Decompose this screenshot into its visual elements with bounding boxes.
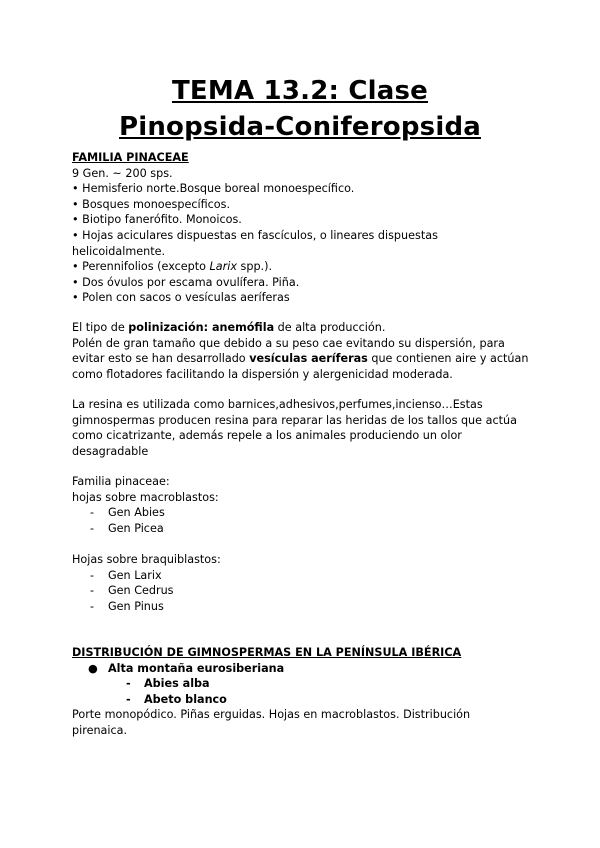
section-heading: DISTRIBUCIÓN DE GIMNOSPERMAS EN LA PENÍNSULA IBÉRICA: [72, 646, 462, 659]
dash-marker: -: [90, 599, 95, 613]
region-name: Alta montaña eurosiberiana: [108, 661, 285, 675]
genus-name: Gen Cedrus: [108, 584, 174, 598]
pollen-line: [72, 351, 532, 367]
genus-name: Gen Abies: [108, 506, 165, 520]
species-name: Abies alba: [144, 677, 210, 691]
bullet-item: • Bosques monoespecíficos.: [72, 197, 231, 211]
pollen-line: Polén de gran tamaño que debido a su peso cae evitando su dispersión, para: [72, 336, 505, 350]
section-familia-pinaceae: [72, 150, 532, 306]
text-run: que contienen aire y actúan: [367, 352, 529, 366]
bullet-dot: ●: [88, 661, 98, 675]
description-line: pirenaica.: [72, 723, 128, 737]
genus-name: Gen Picea: [108, 521, 164, 535]
species-item: [72, 692, 532, 708]
list-item: [72, 521, 532, 537]
resin-line: gimnospermas producen resina para reparar las heridas de los tallos que actúa: [72, 413, 517, 427]
list-item: [72, 599, 532, 615]
family-label: Familia pinaceae:: [72, 475, 170, 488]
family-list: [72, 474, 532, 614]
genus-name: Gen Larix: [108, 568, 162, 582]
text-run: de alta producción.: [274, 321, 386, 334]
bullet-text-end: spp.).: [236, 260, 273, 274]
page-title-line-1: TEMA 13.2: Clase: [172, 76, 428, 106]
section-distribucion: [72, 645, 532, 739]
resin-line: La resina es utilizada como barnices,adhesivos,perfumes,incienso…Estas: [72, 398, 483, 411]
section-heading: FAMILIA PINACEAE: [72, 151, 189, 164]
genus-name: Gen Pinus: [108, 599, 164, 613]
bullet-item: [72, 661, 532, 677]
bullet-text: • Perennifolios (excepto: [72, 260, 210, 274]
list-item: [72, 583, 532, 599]
list-item: [72, 505, 532, 521]
bold-term: vesículas aeríferas: [249, 352, 368, 366]
list-item: [72, 568, 532, 584]
resin-paragraph: [72, 397, 532, 459]
pollination-line: [72, 320, 532, 336]
dash-marker: -: [90, 568, 95, 582]
dash-marker: -: [90, 584, 95, 598]
page-title-line-2: Pinopsida-Coniferopsida: [118, 112, 482, 142]
bullet-item: • Hemisferio norte.Bosque boreal monoespecífico.: [72, 182, 355, 196]
pollen-line: como flotadores facilitando la dispersión y alergenicidad moderada.: [72, 367, 453, 381]
species-item: [72, 676, 532, 692]
text-run: evitar esto se han desarrollado: [72, 352, 250, 366]
intro-line: 9 Gen. ~ 200 sps.: [72, 166, 173, 180]
bullet-item-continuation: helicoidalmente.: [72, 244, 166, 258]
pollination-paragraph: [72, 320, 532, 382]
bullet-item: [72, 259, 532, 275]
bold-term: polinización: anemófila: [128, 321, 275, 334]
bullet-item: • Polen con sacos o vesículas aeríferas: [72, 291, 290, 305]
dash-marker: -: [126, 677, 131, 691]
spacer: [72, 536, 532, 552]
bullet-item: • Biotipo fanerófito. Monoicos.: [72, 213, 242, 227]
resin-line: desagradable: [72, 444, 149, 458]
dash-marker: -: [126, 692, 131, 706]
species-name: Abeto blanco: [144, 692, 227, 706]
braquiblast-label: Hojas sobre braquiblastos:: [72, 552, 221, 566]
bullet-item: • Dos óvulos por escama ovulífera. Piña.: [72, 275, 300, 289]
dash-marker: -: [90, 506, 95, 520]
dash-marker: -: [90, 521, 95, 535]
resin-line: como cicatrizante, además repele a los animales produciendo un olor: [72, 429, 462, 443]
bullet-item: • Hojas aciculares dispuestas en fascículos, o lineares dispuestas: [72, 228, 438, 242]
genus-larix: Larix: [209, 260, 237, 274]
text-run: El tipo de: [72, 321, 129, 334]
macroblast-label: hojas sobre macroblastos:: [72, 490, 219, 504]
description-line: Porte monopódico. Piñas erguidas. Hojas en macroblastos. Distribución: [72, 708, 471, 722]
